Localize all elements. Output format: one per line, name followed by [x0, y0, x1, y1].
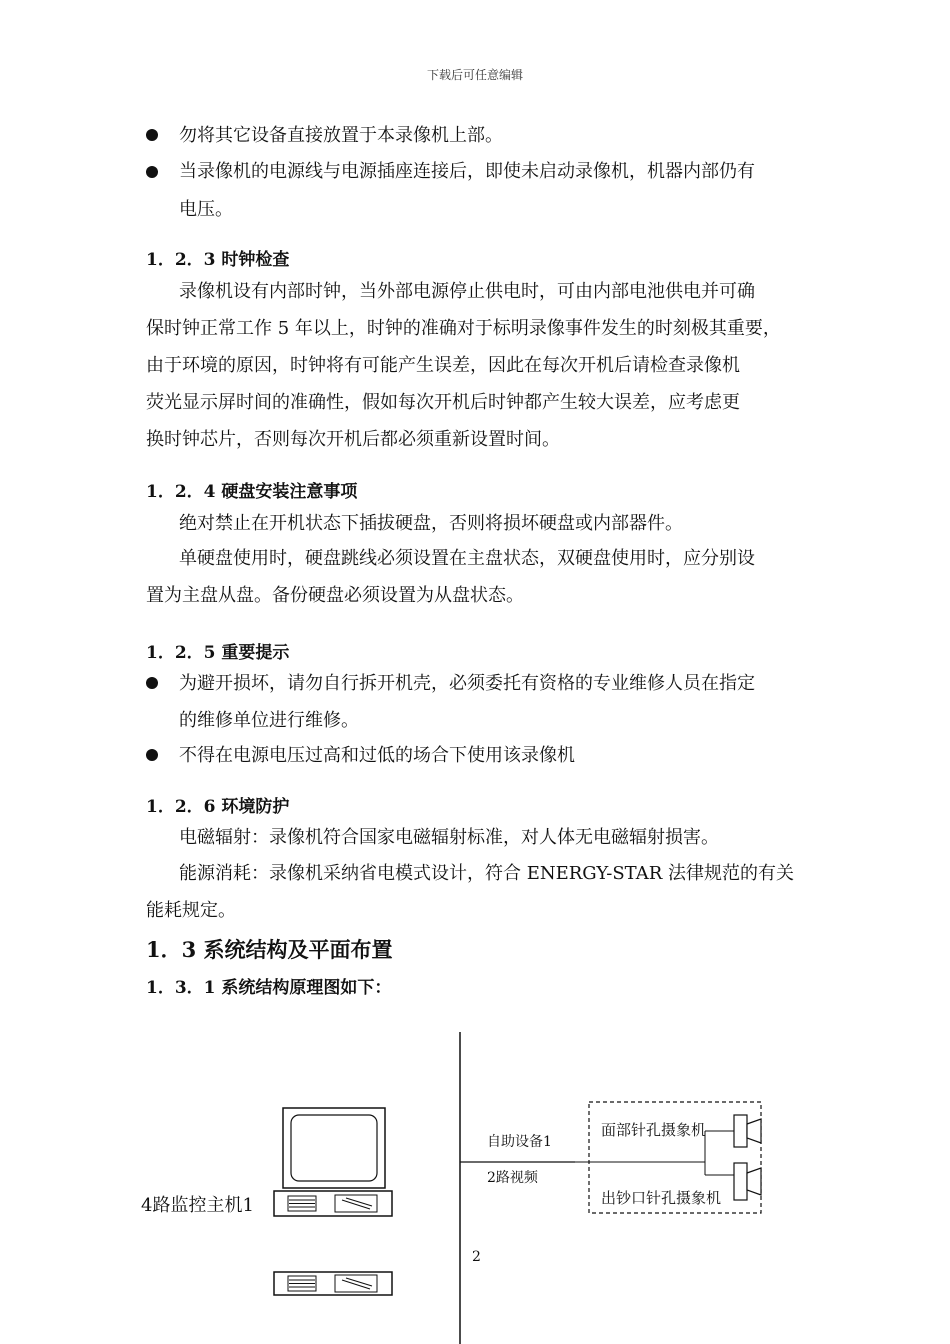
paragraph-line: 电磁辐射：录像机符合国家电磁辐射标准，对人体无电磁辐射损害。	[179, 827, 719, 848]
camera2-label: 出钞口针孔摄象机	[601, 1189, 722, 1207]
paragraph-line: 单硬盘使用时，硬盘跳线必须设置在主盘状态，双硬盘使用时，应分别设	[179, 548, 755, 569]
paragraph-line: 保时钟正常工作 5 年以上，时钟的准确对于标明录像事件发生的时刻极其重要，	[146, 318, 781, 339]
video-label: 2路视频	[487, 1170, 538, 1186]
bullet-text: 的维修单位进行维修。	[179, 710, 359, 731]
bullet-text: 当录像机的电源线与电源插座连接后，即使未启动录像机，机器内部仍有	[179, 161, 755, 182]
camera1-label: 面部针孔摄象机	[601, 1121, 707, 1139]
paragraph-line: 能耗规定。	[146, 900, 236, 921]
recorder-unit-icon	[274, 1272, 392, 1295]
device-label: 自助设备1	[487, 1134, 552, 1150]
bullet-text: 电压。	[179, 199, 233, 220]
bullet-text: 为避开损坏，请勿自行拆开机壳，必须委托有资格的专业维修人员在指定	[179, 673, 755, 694]
paragraph-line: 换时钟芯片，否则每次开机后都必须重新设置时间。	[146, 429, 560, 450]
paragraph-line: 荧光显示屏时间的准确性，假如每次开机后时钟都产生较大误差，应考虑更	[146, 392, 740, 413]
host-unit-icon	[274, 1191, 392, 1216]
section-title-1-2-3: 1．2．3 时钟检查	[146, 250, 290, 270]
page-number: 2	[472, 1249, 481, 1265]
section-title-1-3: 1．3 系统结构及平面布置	[146, 937, 393, 962]
section-title-1-2-4: 1．2．4 硬盘安装注意事项	[146, 482, 358, 502]
paragraph-line: 录像机设有内部时钟，当外部电源停止供电时，可由内部电池供电并可确	[179, 281, 755, 302]
section-title-1-2-6: 1．2．6 环境防护	[146, 797, 290, 817]
section-title-1-3-1: 1．3．1 系统结构原理图如下：	[146, 978, 392, 998]
monitor-icon	[283, 1108, 385, 1188]
bullet-text: 不得在电源电压过高和过低的场合下使用该录像机	[179, 745, 575, 766]
host-label: 4路监控主机1	[141, 1195, 254, 1216]
paragraph-line: 置为主盘从盘。备份硬盘必须设置为从盘状态。	[146, 585, 524, 606]
section-title-1-2-5: 1．2．5 重要提示	[146, 643, 290, 663]
page-header-note: 下载后可任意编辑	[426, 68, 523, 82]
pinhole-camera-icon	[734, 1115, 761, 1147]
bullet-text: 勿将其它设备直接放置于本录像机上部。	[179, 125, 503, 146]
paragraph-line: 由于环境的原因，时钟将有可能产生误差，因此在每次开机后请检查录像机	[146, 355, 740, 376]
paragraph-line: 能源消耗：录像机采纳省电模式设计，符合 ENERGY-STAR 法律规范的有关	[179, 863, 794, 884]
pinhole-camera-icon	[734, 1163, 761, 1200]
paragraph-line: 绝对禁止在开机状态下插拔硬盘，否则将损坏硬盘或内部器件。	[179, 513, 683, 534]
